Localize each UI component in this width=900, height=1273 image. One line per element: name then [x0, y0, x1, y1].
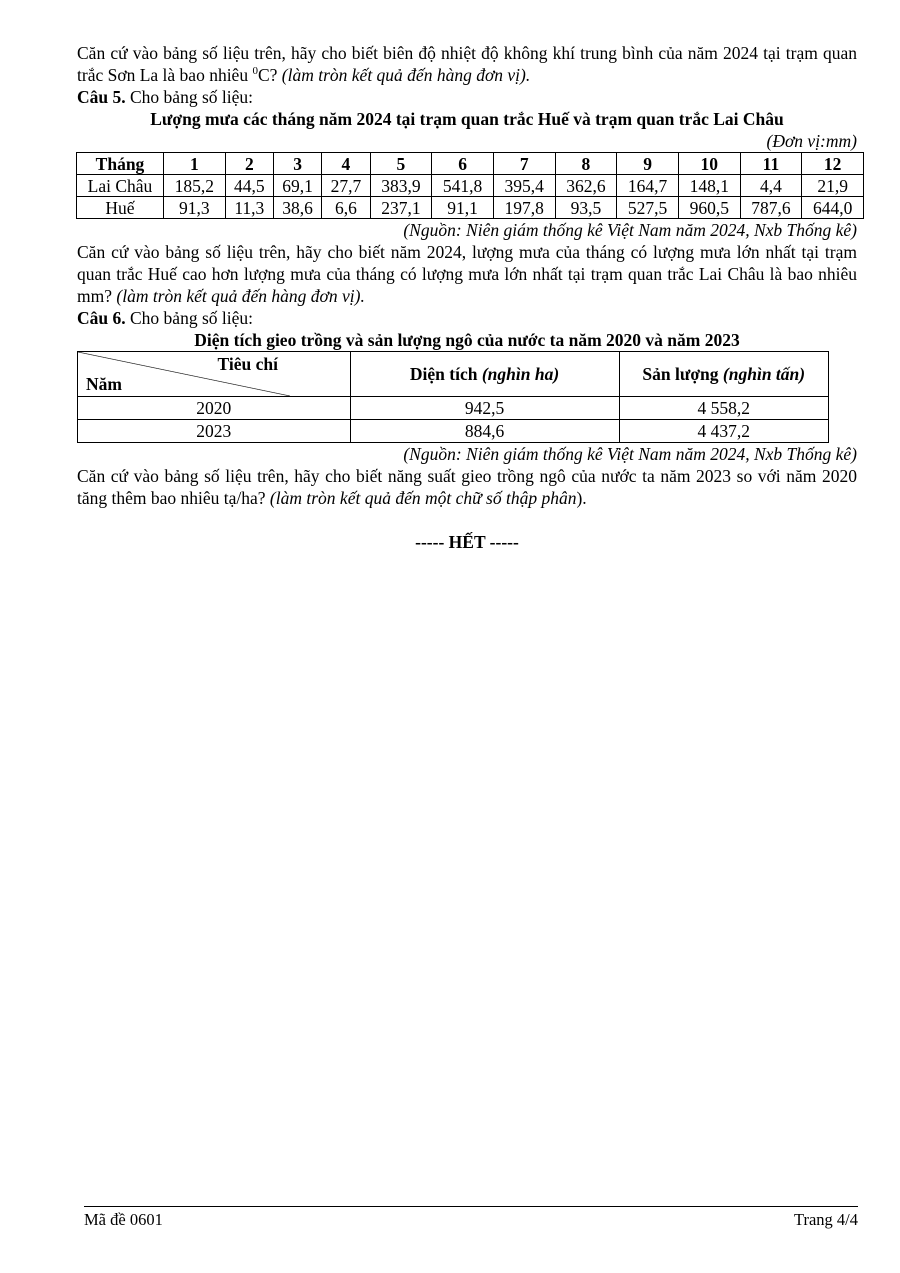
output-cell: 4 437,2 [619, 420, 828, 443]
corn-table [77, 351, 829, 443]
table-cell: 541,8 [432, 175, 494, 197]
table-cell: 185,2 [164, 175, 226, 197]
rainfall-table [76, 152, 864, 219]
degree-superscript: 0 [252, 65, 258, 78]
output-header-label: Sản lượng [642, 364, 723, 384]
table-row [78, 397, 829, 420]
rainfall-table-source: (Nguồn: Niên giám thống kê Việt Nam năm 2024, Nxb Thống kê) [403, 220, 857, 240]
table-cell: 6,6 [322, 197, 370, 219]
exam-code: Mã đề 0601 [84, 1210, 163, 1229]
header-cell: 11 [740, 153, 802, 175]
question-5-intro: Cho bảng số liệu: [125, 87, 253, 107]
table-cell: 69,1 [273, 175, 321, 197]
row-label: Lai Châu [77, 175, 164, 197]
question-4-tail [77, 42, 857, 86]
diagonal-header-cell [78, 352, 290, 396]
header-cell: 7 [493, 153, 555, 175]
year-cell: 2020 [78, 397, 351, 420]
table-row [77, 175, 864, 197]
header-cell: 1 [164, 153, 226, 175]
table-cell: 93,5 [555, 197, 617, 219]
question-6-note: (làm tròn kết quả đến một chữ số thập phân [269, 488, 577, 508]
corn-header-row [78, 352, 829, 397]
rainfall-table-unit: (Đơn vị:mm) [766, 131, 857, 151]
table-cell: 362,6 [555, 175, 617, 197]
corner-header [78, 352, 351, 397]
header-cell: 9 [617, 153, 679, 175]
table-cell: 197,8 [493, 197, 555, 219]
area-header-label: Diện tích [409, 364, 482, 384]
area-header-unit: (nghìn ha) [481, 364, 560, 384]
exam-page-content [77, 42, 857, 553]
corn-table-title: Diện tích gieo trồng và sản lượng ngô của nước ta năm 2020 và năm 2023 [194, 330, 740, 350]
header-cell: 8 [555, 153, 617, 175]
question-4-unit: C? [257, 65, 282, 85]
area-cell: 884,6 [350, 420, 619, 443]
end-marker: ----- HẾT ----- [415, 532, 519, 552]
rainfall-table-title: Lượng mưa các tháng năm 2024 tại trạm quan trắc Huế và trạm quan trắc Lai Châu [150, 109, 784, 129]
page-number: Trang 4/4 [793, 1210, 858, 1229]
header-cell: 4 [322, 153, 370, 175]
output-header [619, 352, 828, 397]
corn-table-source: (Nguồn: Niên giám thống kê Việt Nam năm 2024, Nxb Thống kê) [403, 444, 857, 464]
table-cell: 21,9 [802, 175, 864, 197]
row-label: Huế [77, 197, 164, 219]
table-cell: 91,3 [164, 197, 226, 219]
table-cell: 787,6 [740, 197, 802, 219]
question-6-intro: Cho bảng số liệu: [125, 308, 253, 328]
table-cell: 383,9 [370, 175, 432, 197]
table-cell: 960,5 [678, 197, 740, 219]
table-cell: 91,1 [432, 197, 494, 219]
table-cell: 644,0 [802, 197, 864, 219]
question-5-note: (làm tròn kết quả đến hàng đơn vị). [116, 286, 365, 306]
criteria-label: Tiêu chí [217, 354, 278, 374]
table-cell: 527,5 [617, 197, 679, 219]
table-cell: 237,1 [370, 197, 432, 219]
table-cell: 44,5 [225, 175, 273, 197]
output-header-unit: (nghìn tấn) [722, 364, 806, 384]
question-6-heading [77, 307, 857, 329]
question-6-question [77, 465, 857, 509]
question-5-text: Căn cứ vào bảng số liệu trên, hãy cho biết năm 2024, lượng mưa của tháng có lượng mưa lớn nhất tại trạm quan trắc Huế cao hơn lượng mưa của tháng có lượng mưa lớn nhất tại trạm quan trắc Lai Châu là bao nhiêu mm? [77, 242, 857, 306]
question-4-text: Căn cứ vào bảng số liệu trên, hãy cho biết biên độ nhiệt độ không khí trung bình của năm 2024 tại trạm quan trắc Sơn La là bao nhiêu [77, 43, 857, 85]
footer-divider [84, 1206, 858, 1207]
header-cell: 10 [678, 153, 740, 175]
table-cell: 38,6 [273, 197, 321, 219]
table-cell: 11,3 [225, 197, 273, 219]
table-cell: 164,7 [617, 175, 679, 197]
question-6-text: Căn cứ vào bảng số liệu trên, hãy cho biết năng suất gieo trồng ngô của nước ta năm 2023 so với năm 2020 tăng thêm bao nhiêu tạ/ha? [77, 466, 857, 508]
header-cell: 3 [273, 153, 321, 175]
question-5-label: Câu 5. [77, 87, 126, 107]
question-4-note: (làm tròn kết quả đến hàng đơn vị). [281, 65, 531, 85]
table-cell: 395,4 [493, 175, 555, 197]
question-5-heading [77, 86, 857, 108]
table-cell: 4,4 [740, 175, 802, 197]
header-cell: 5 [370, 153, 432, 175]
table-row [78, 420, 829, 443]
year-label: Năm [86, 374, 122, 394]
header-cell: Tháng [77, 153, 164, 175]
table-cell: 148,1 [678, 175, 740, 197]
header-cell: 12 [802, 153, 864, 175]
question-6-label: Câu 6. [77, 308, 126, 328]
question-5-question [77, 241, 857, 307]
table-cell: 27,7 [322, 175, 370, 197]
rainfall-header-row [77, 153, 864, 175]
output-cell: 4 558,2 [619, 397, 828, 420]
header-cell: 6 [432, 153, 494, 175]
header-cell: 2 [225, 153, 273, 175]
year-cell: 2023 [78, 420, 351, 443]
area-cell: 942,5 [350, 397, 619, 420]
area-header [350, 352, 619, 397]
question-6-note-end: ). [576, 488, 587, 508]
table-row [77, 197, 864, 219]
